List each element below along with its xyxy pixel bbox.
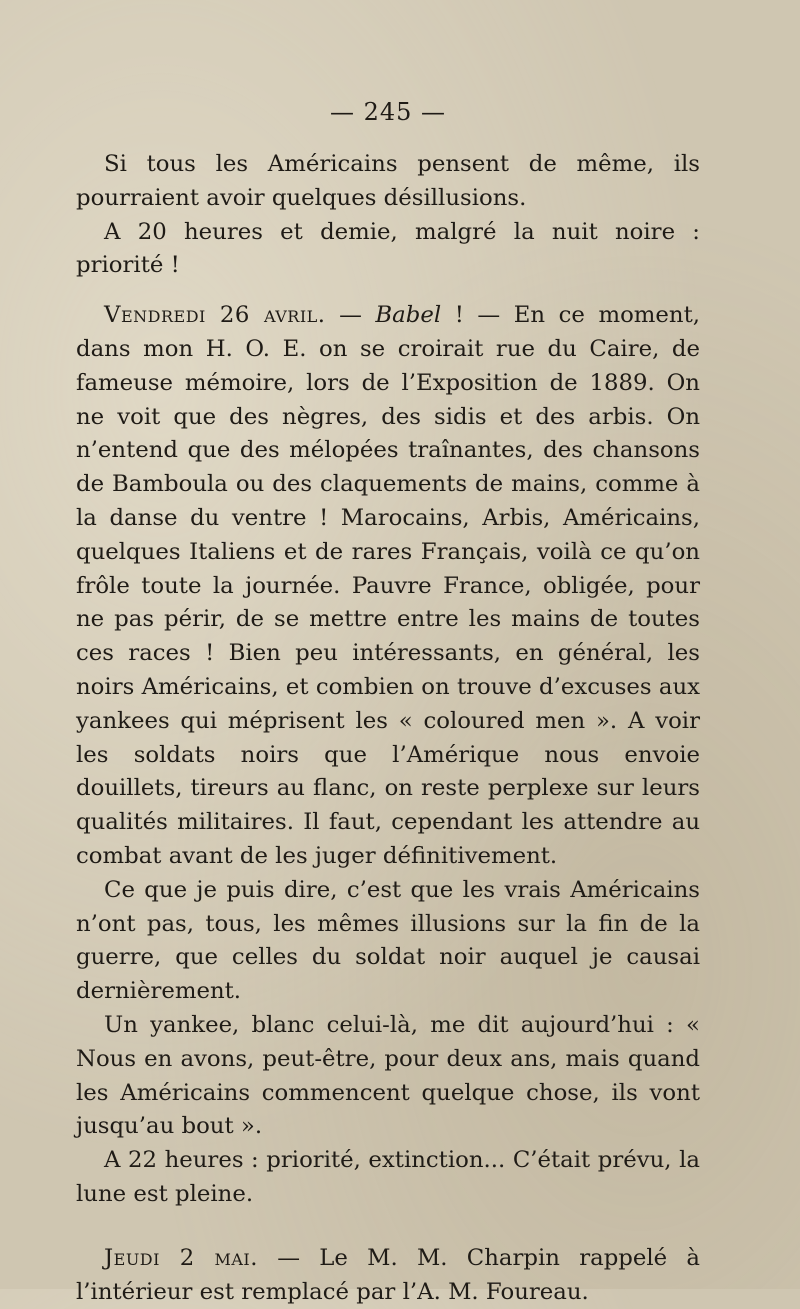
entry-lead-word: Babel [375, 302, 442, 329]
paragraph-20-heures [76, 216, 700, 284]
paragraph-ce-que-je-puis-dire [76, 874, 700, 1009]
paragraph-text: A 22 heures : priorité, extinction... C’était prévu, la lune est pleine. [76, 1147, 700, 1207]
paragraph-text: Ce que je puis dire, c’est que les vrais Américains n’ont pas, tous, les mêmes illusions sur la fin de la guerre, que celles du soldat noir auquel je causai dernièrement. [76, 876, 700, 1005]
paragraph-text: Un yankee, blanc celui-là, me dit aujourd’hui : « Nous en avons, peut-être, pour deux ans, mais quand les Américains commencent quelque chose, ils vont jusqu’au bout ». [76, 1011, 700, 1140]
paragraph-un-yankee [76, 1009, 700, 1144]
paragraph-22-heures [76, 1144, 700, 1212]
paragraph-text: A 20 heures et demie, malgré la nuit noire : priorité ! [76, 218, 700, 279]
page-number: — 245 — [329, 98, 447, 126]
paragraph-text: Si tous les Américains pensent de même, ils pourraient avoir quelques désillusions. [76, 151, 700, 211]
entry-text: ! — En ce moment, dans mon H. O. E. on se croirait rue du Caire, de fameuse mémoire, lors de l’Exposition de 1889. On ne voit que des nègres, des sidis et des arbis. On n’entend que des mélopées traînantes, des chansons de Bamboula ou des claquements de mains, comme à la danse du ventre ! Marocains, Arbis, Américains, quelques Italiens et de rares Français, voilà ce qu’on frôle toute la journée. Pauvre France, obligée, pour ne pas périr, de se mettre entre les mains de toutes ces races ! Bien peu intéressants, en général, les noirs Américains, et combien on trouve d’excuses aux yankees qui méprisent les « coloured men ». A voir les soldats noirs que l’Amérique nous envoie douillets, tireurs au flanc, on reste perplexe sur leurs qualités militaires. Il faut, cependant les attendre au combat avant de les juger définitivement. [76, 302, 700, 869]
entry-text: Le M. M. Charpin rappelé à l’intérieur est remplacé par l’A. M. Foureau. [76, 1244, 701, 1305]
entry-vendredi-26-avril [76, 299, 700, 874]
entry-date: Jeudi 2 mai. [104, 1244, 258, 1271]
entry-dash: — [257, 1244, 320, 1271]
paragraph-americains [76, 148, 700, 216]
entry-jeudi-2-mai [76, 1242, 700, 1309]
entry-dash: — [325, 302, 376, 329]
book-page [76, 98, 700, 1309]
entry-date: Vendredi 26 avril. [104, 302, 326, 329]
